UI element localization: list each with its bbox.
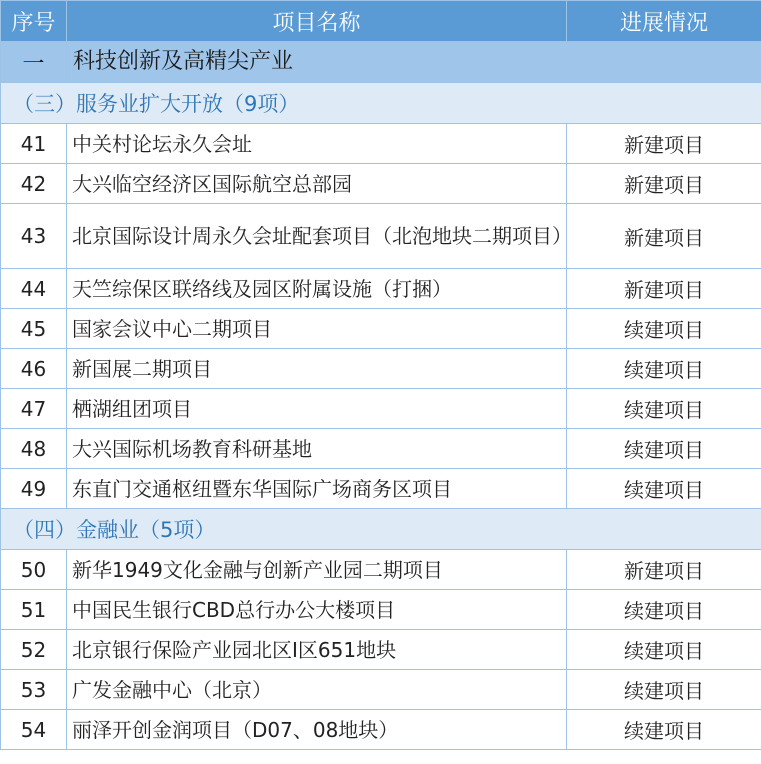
project-status: 续建项目 (567, 630, 761, 670)
row-number: 46 (1, 349, 67, 389)
project-status: 续建项目 (567, 349, 761, 389)
project-name: 天竺综保区联络线及园区附属设施（打捆） (67, 269, 567, 309)
row-number: 49 (1, 469, 67, 509)
row-number: 54 (1, 710, 67, 750)
section-title: 科技创新及高精尖产业 (67, 42, 761, 83)
section-index: 一 (1, 42, 67, 83)
project-name: 大兴临空经济区国际航空总部园 (67, 164, 567, 204)
project-status: 续建项目 (567, 309, 761, 349)
row-number: 51 (1, 590, 67, 630)
table-row (1, 630, 761, 670)
project-status: 续建项目 (567, 710, 761, 750)
project-name: 中关村论坛永久会址 (67, 124, 567, 164)
group-header-row (1, 509, 761, 550)
column-header-status: 进展情况 (567, 1, 761, 42)
table-row (1, 309, 761, 349)
table-row (1, 670, 761, 710)
table-row (1, 550, 761, 590)
table-row (1, 389, 761, 429)
row-number: 41 (1, 124, 67, 164)
project-name: 丽泽开创金润项目（D07、08地块） (67, 710, 567, 750)
project-name: 栖湖组团项目 (67, 389, 567, 429)
project-status: 续建项目 (567, 389, 761, 429)
row-number: 52 (1, 630, 67, 670)
project-status: 新建项目 (567, 269, 761, 309)
project-status: 续建项目 (567, 670, 761, 710)
project-name: 广发金融中心（北京） (67, 670, 567, 710)
group-header-row (1, 83, 761, 124)
project-status: 续建项目 (567, 469, 761, 509)
project-status: 新建项目 (567, 124, 761, 164)
project-status: 新建项目 (567, 164, 761, 204)
column-header-index: 序号 (1, 1, 67, 42)
row-number: 43 (1, 204, 67, 269)
table-row (1, 429, 761, 469)
project-status: 新建项目 (567, 550, 761, 590)
row-number: 53 (1, 670, 67, 710)
project-name: 新华1949文化金融与创新产业园二期项目 (67, 550, 567, 590)
row-number: 48 (1, 429, 67, 469)
column-header-name: 项目名称 (67, 1, 567, 42)
row-number: 42 (1, 164, 67, 204)
project-name: 国家会议中心二期项目 (67, 309, 567, 349)
project-name: 新国展二期项目 (67, 349, 567, 389)
table-row (1, 710, 761, 750)
group-title: （三）服务业扩大开放（9项） (1, 83, 761, 124)
project-name: 大兴国际机场教育科研基地 (67, 429, 567, 469)
project-status: 续建项目 (567, 429, 761, 469)
table-row (1, 469, 761, 509)
table-row (1, 590, 761, 630)
row-number: 44 (1, 269, 67, 309)
project-name: 中国民生银行CBD总行办公大楼项目 (67, 590, 567, 630)
project-status: 新建项目 (567, 204, 761, 269)
table-header-row (1, 1, 761, 42)
table-row (1, 269, 761, 309)
group-title: （四）金融业（5项） (1, 509, 761, 550)
table-row (1, 204, 761, 269)
row-number: 45 (1, 309, 67, 349)
table-row (1, 164, 761, 204)
project-status: 续建项目 (567, 590, 761, 630)
row-number: 47 (1, 389, 67, 429)
project-name: 东直门交通枢纽暨东华国际广场商务区项目 (67, 469, 567, 509)
table-row (1, 349, 761, 389)
project-name: 北京银行保险产业园北区I区651地块 (67, 630, 567, 670)
table-row (1, 124, 761, 164)
project-name: 北京国际设计周永久会址配套项目（北泡地块二期项目） (67, 204, 567, 269)
row-number: 50 (1, 550, 67, 590)
section-row (1, 42, 761, 83)
